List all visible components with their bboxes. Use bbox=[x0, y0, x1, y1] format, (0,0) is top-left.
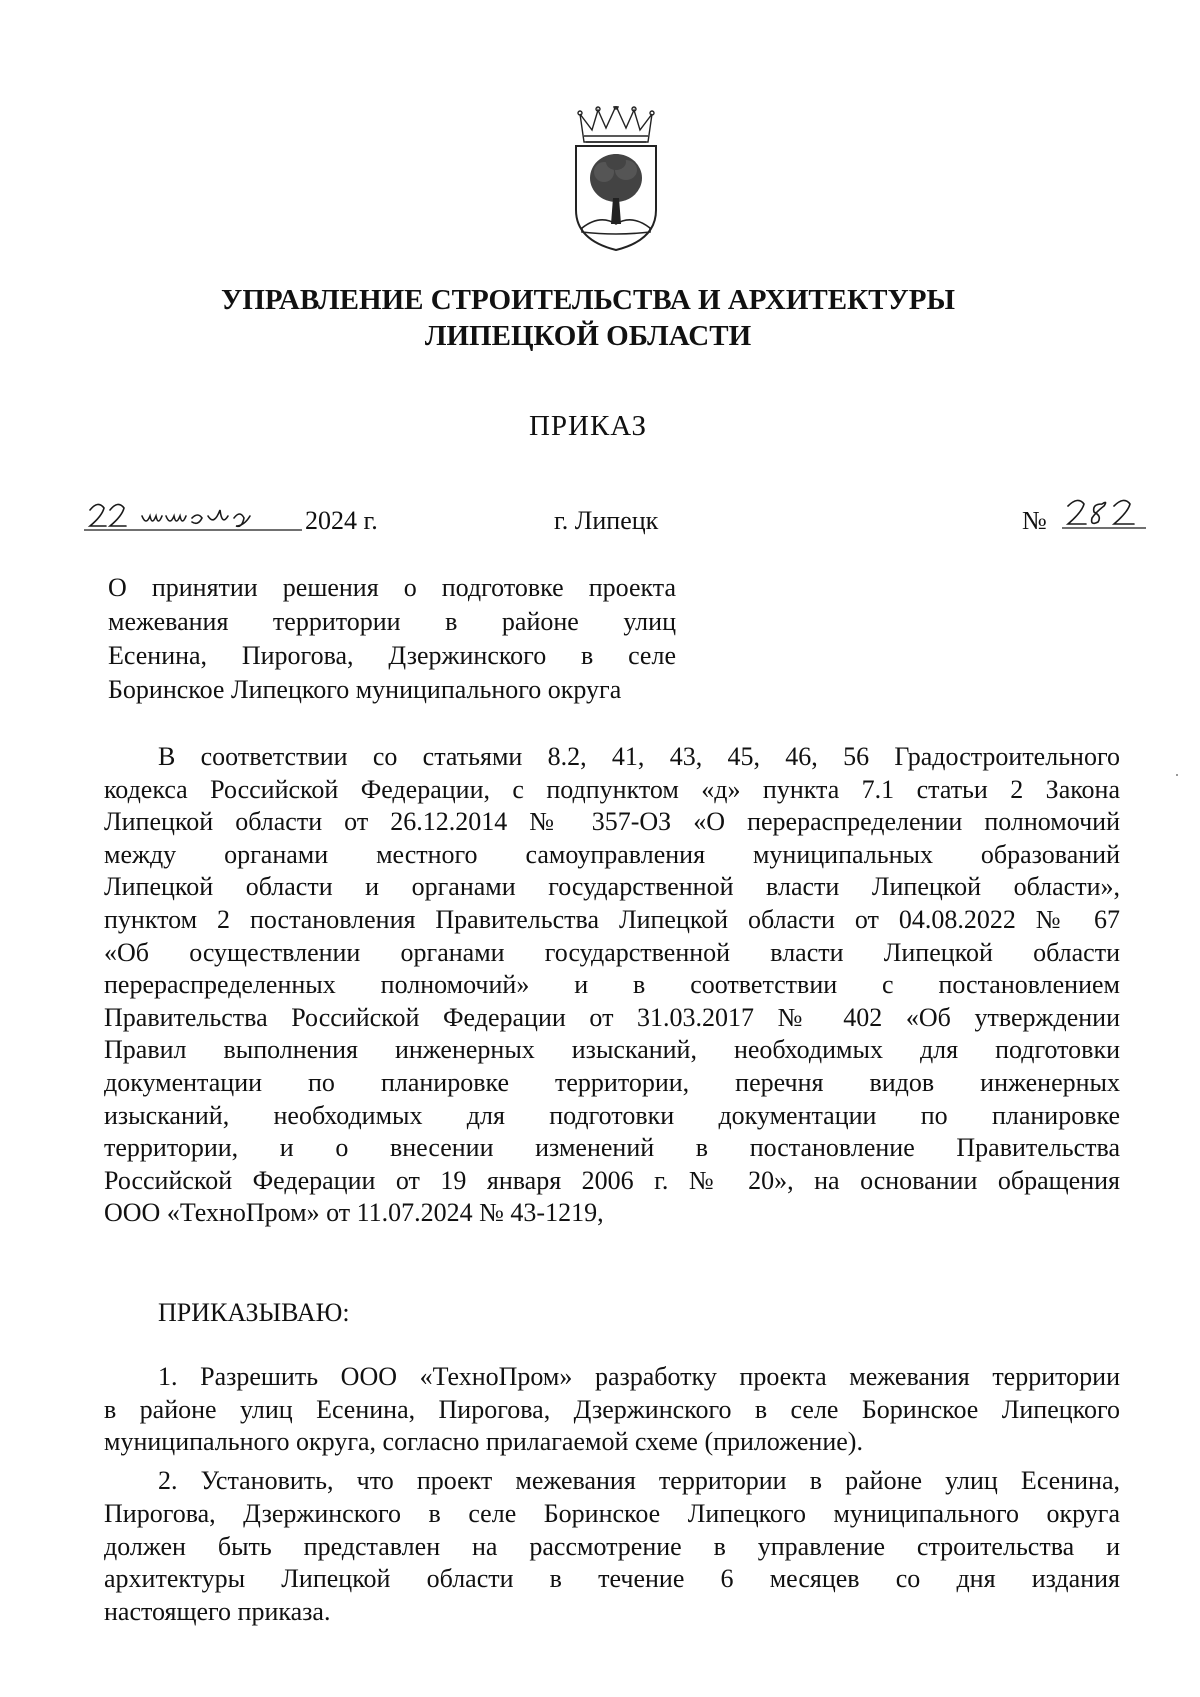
paragraph-line: Липецкой области от 26.12.2014 № 357-ОЗ «О перераспределении полномочий bbox=[104, 807, 1120, 837]
city: г. Липецк bbox=[554, 506, 659, 535]
paragraph-line: архитектуры Липецкой области в течение 6 месяцев со дня издания bbox=[104, 1564, 1120, 1594]
paragraph-line: 1. Разрешить ООО «ТехноПром» разработку проекта межевания территории bbox=[158, 1362, 1120, 1391]
order-item-2 bbox=[104, 1465, 1120, 1629]
date-year: 2024 г. bbox=[305, 506, 378, 535]
order-directive: ПРИКАЗЫВАЮ: bbox=[158, 1298, 350, 1327]
paragraph-line: Правил выполнения инженерных изысканий, необходимых для подготовки bbox=[104, 1035, 1120, 1065]
paragraph-line: «Об осуществлении органами государственной власти Липецкой области bbox=[104, 937, 1120, 967]
document-subject bbox=[108, 571, 676, 707]
paragraph-line: должен быть представлен на рассмотрение в управление строительства и bbox=[104, 1531, 1120, 1561]
paragraph-line: Пирогова, Дзержинского в селе Боринское Липецкого муниципального округа bbox=[104, 1498, 1120, 1528]
handwritten-date bbox=[84, 496, 304, 536]
paragraph-line: между органами местного самоуправления муниципальных образований bbox=[104, 839, 1120, 869]
order-item-1 bbox=[104, 1361, 1120, 1459]
paragraph-line: ООО «ТехноПром» от 11.07.2024 № 43-1219, bbox=[104, 1198, 604, 1228]
paragraph-line: кодекса Российской Федерации, с подпунктом «д» пункта 7.1 статьи 2 Закона bbox=[104, 774, 1120, 804]
paragraph-line: пунктом 2 постановления Правительства Липецкой области от 04.08.2022 № 67 bbox=[104, 904, 1120, 934]
paragraph-line: в районе улиц Есенина, Пирогова, Дзержинского в селе Боринское Липецкого bbox=[104, 1394, 1120, 1424]
document-type: ПРИКАЗ bbox=[528, 410, 648, 442]
paragraph-line: Российской Федерации от 19 января 2006 г. № 20», на основании обращения bbox=[104, 1165, 1120, 1195]
paragraph-line: перераспределенных полномочий» и в соответствии с постановлением bbox=[104, 970, 1120, 1000]
org-title-line2: ЛИПЕЦКОЙ ОБЛАСТИ bbox=[424, 320, 752, 352]
paragraph-line: муниципального округа, согласно прилагаемой схеме (приложение). bbox=[104, 1427, 863, 1457]
org-title-line1: УПРАВЛЕНИЕ СТРОИТЕЛЬСТВА И АРХИТЕКТУРЫ bbox=[221, 284, 955, 316]
paragraph-line: документации по планировке территории, перечня видов инженерных bbox=[104, 1067, 1120, 1097]
subject-line: Боринское Липецкого муниципального округа bbox=[108, 675, 622, 704]
paragraph-line: настоящего приказа. bbox=[104, 1597, 331, 1627]
coat-of-arms-icon bbox=[570, 106, 662, 252]
paragraph-line: В соответствии со статьями 8.2, 41, 43, 45, 46, 56 Градостроительного bbox=[158, 742, 1120, 771]
paragraph-line: 2. Установить, что проект межевания территории в районе улиц Есенина, bbox=[158, 1466, 1120, 1495]
preamble-paragraph bbox=[104, 741, 1120, 1230]
handwritten-number bbox=[1062, 494, 1146, 534]
subject-line: межевания территории в районе улиц bbox=[108, 607, 676, 636]
subject-line: Есенина, Пирогова, Дзержинского в селе bbox=[108, 641, 676, 670]
scan-speck bbox=[1176, 774, 1178, 776]
paragraph-line: Правительства Российской Федерации от 31.03.2017 № 402 «Об утверждении bbox=[104, 1002, 1120, 1032]
number-sign: № bbox=[1022, 506, 1047, 535]
paragraph-line: территории, и о внесении изменений в постановление Правительства bbox=[104, 1133, 1120, 1163]
paragraph-line: Липецкой области и органами государственной власти Липецкой области», bbox=[104, 872, 1120, 902]
subject-line: О принятии решения о подготовке проекта bbox=[108, 573, 676, 602]
paragraph-line: изысканий, необходимых для подготовки документации по планировке bbox=[104, 1100, 1120, 1130]
